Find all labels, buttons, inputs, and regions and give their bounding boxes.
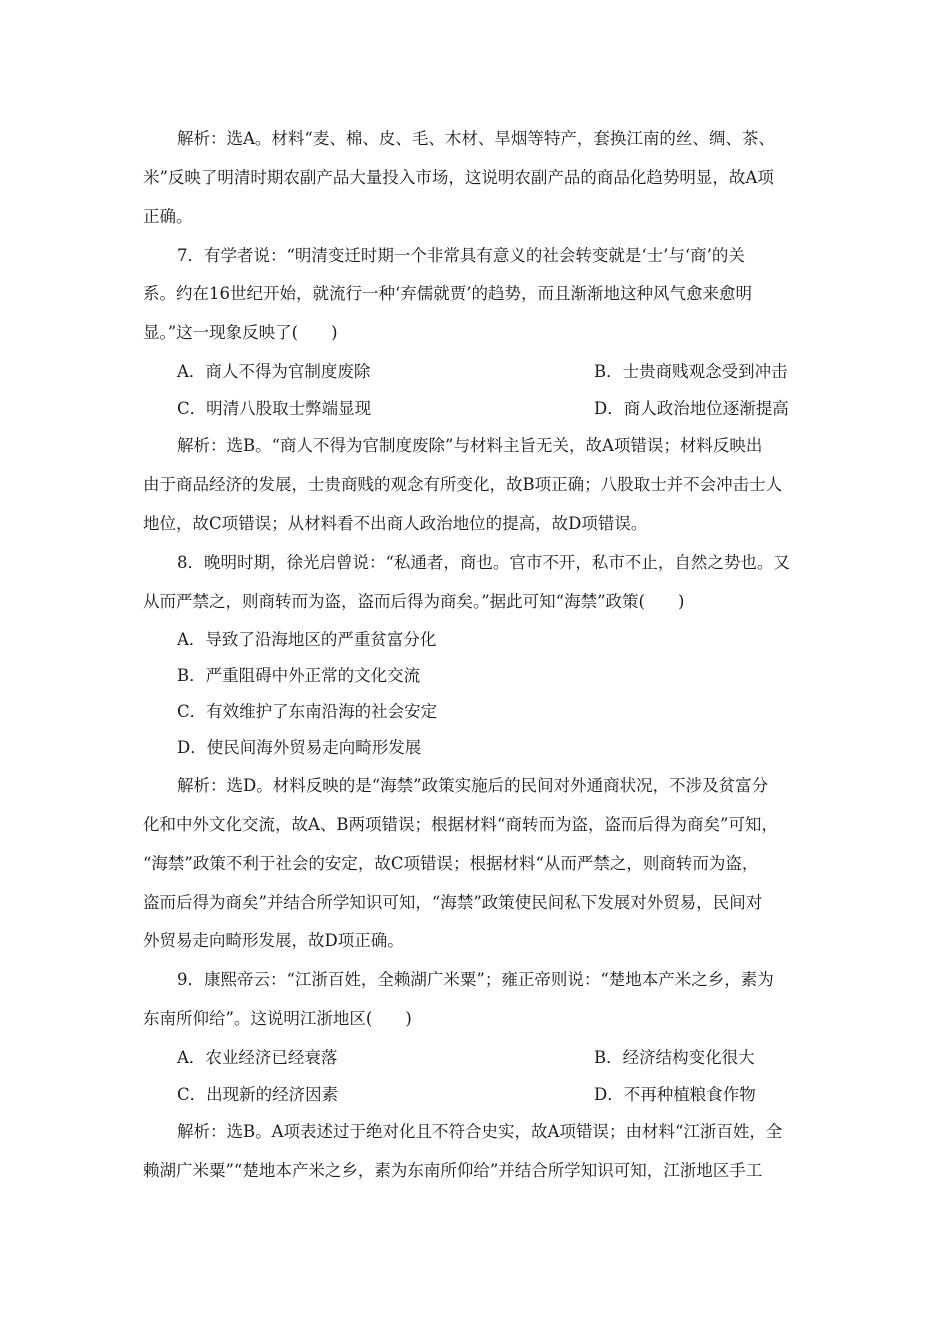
q9-option-b: B．经济结构变化很大: [594, 1048, 755, 1067]
q9-analysis: 解析：选B。A项表述过于绝对化且不符合史实，故A项错误；由材料“江浙百姓，全: [177, 1122, 783, 1141]
q8-analysis: 解析：选D。材料反映的是“海禁”政策实施后的民间对外通商状况，不涉及贫富分: [177, 776, 769, 795]
q7-option-a: A．商人不得为官制度废除: [177, 362, 371, 381]
text-line: 显。”这一现象反映了( ): [143, 323, 338, 342]
text-line: 由于商品经济的发展，士贵商贱的观念有所变化，故B项正确；八股取士并不会冲击士人: [143, 475, 783, 494]
q9-option-c: C．出现新的经济因素: [177, 1085, 339, 1104]
q8-option-b: B．严重阻碍中外正常的文化交流: [177, 666, 421, 685]
q7-analysis: 解析：选B。“商人不得为官制度废除”与材料主旨无关，故A项错误；材料反映出: [177, 436, 763, 455]
question-8: 8．晚明时期，徐光启曾说：“私通者，商也。官市不开，私市不止，自然之势也。又: [177, 553, 790, 572]
text-line: 赖湖广米粟”“楚地本产米之乡，素为东南所仰给”并结合所学知识可知，江浙地区手工: [143, 1161, 763, 1180]
text-line: “海禁”政策不利于社会的安定，故C项错误；根据材料“从而严禁之，则商转而为盗，: [143, 854, 759, 873]
text-line: 盗而后得为商矣”并结合所学知识可知，“海禁”政策使民间私下发展对外贸易，民间对: [143, 893, 763, 912]
q9-option-d: D．不再种植粮食作物: [594, 1085, 756, 1104]
text-line: 系。约在16世纪开始，就流行一种‘弃儒就贾’的趋势，而且渐渐地这种风气愈来愈明: [143, 284, 752, 303]
text-line: 外贸易走向畸形发展，故D项正确。: [143, 931, 404, 950]
question-9: 9．康熙帝云：“江浙百姓，全赖湖广米粟”；雍正帝则说：“楚地本产米之乡，素为: [177, 970, 774, 989]
q8-option-d: D．使民间海外贸易走向畸形发展: [177, 738, 422, 757]
text-line: 解析：选A。材料“麦、棉、皮、毛、木材、旱烟等特产，套换江南的丝、绸、茶、: [177, 129, 775, 148]
q9-option-a: A．农业经济已经衰落: [177, 1048, 338, 1067]
text-line: 化和中外文化交流，故A、B两项错误；根据材料“商转而为盗，盗而后得为商矣”可知，: [143, 815, 778, 834]
q8-option-c: C．有效维护了东南沿海的社会安定: [177, 702, 438, 721]
text-line: 地位，故C项错误；从材料看不出商人政治地位的提高，故D项错误。: [143, 514, 648, 533]
text-line: 东南所仰给”。这说明江浙地区( ): [143, 1009, 412, 1028]
text-line: 米”反映了明清时期农副产品大量投入市场，这说明农副产品的商品化趋势明显，故A项: [143, 168, 774, 187]
q7-option-b: B．士贵商贱观念受到冲击: [594, 362, 788, 381]
text-line: 正确。: [143, 207, 193, 226]
q7-option-d: D．商人政治地位逐渐提高: [594, 399, 789, 418]
question-7: 7．有学者说：“明清变迁时期一个非常具有意义的社会转变就是‘士’与‘商’的关: [177, 246, 745, 265]
q8-option-a: A．导致了沿海地区的严重贫富分化: [177, 630, 437, 649]
text-line: 从而严禁之，则商转而为盗，盗而后得为商矣。”据此可知“海禁”政策( ): [143, 592, 685, 611]
q7-option-c: C．明清八股取士弊端显现: [177, 399, 372, 418]
